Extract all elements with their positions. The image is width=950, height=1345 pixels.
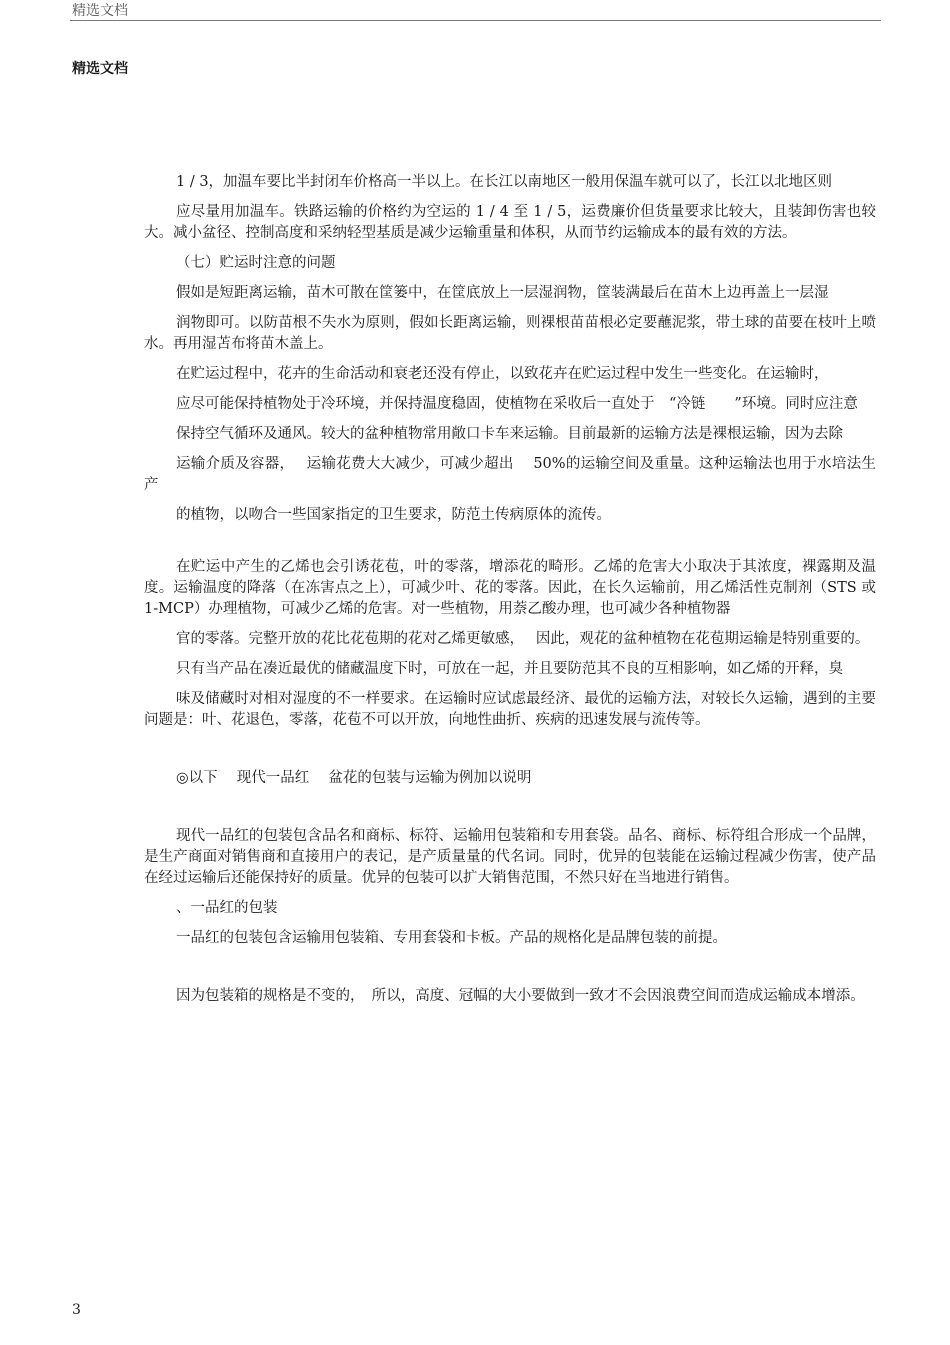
paragraph: 应尽可能保持植物处于冷环境，并保持温度稳固，使植物在采收后一直处于 “冷链 ”环境。同时应注意	[176, 396, 858, 412]
paragraph: 保持空气循环及通风。较大的盆种植物常用敞口卡车来运输。目前最新的运输方法是裸根运输，因为去除	[176, 426, 843, 442]
paragraph: 1 / 3，加温车要比半封闭车价格高一半以上。在长江以南地区一般用保温车就可以了，长江以北地区则	[176, 174, 833, 190]
document-body	[144, 172, 876, 1016]
paragraph: 官的零落。完整开放的花比花苞期的花对乙烯更敏感， 因此，观花的盆种植物在花苞期运输是特别重要的。	[176, 631, 870, 647]
paragraph: 一品红的包装包含运输用包装箱、专用套袋和卡板。产品的规格化是品牌包装的前提。	[176, 930, 727, 946]
section-heading: （七）贮运时注意的问题	[176, 255, 336, 271]
paragraph: 在贮运过程中，花卉的生命活动和衰老还没有停止，以致花卉在贮运过程中发生一些变化。在运输时，	[176, 366, 829, 382]
running-header: 精选文档	[72, 3, 128, 19]
paragraph: 因为包装箱的规格是不变的， 所以，高度、冠幅的大小要做到一致才不会因浪费空间而造成运输成本增添。	[176, 988, 865, 1004]
paragraph: 应尽量用加温车。铁路运输的价格约为空运的 1 / 4 至 1 / 5，运费廉价但货量要求比较大，且装卸伤害也较大。减小盆径、控制高度和采纳轻型基质是减少运输重量和体积，从而节约运输成本的最有效的方法。	[144, 204, 876, 241]
header-divider	[70, 20, 881, 21]
paragraph: 现代一品红的包装包含品名和商标、标符、运输用包装箱和专用套袋。品名、商标、标符组合形成一个品牌，是生产商面对销售商和直接用户的表记，是产质量量的代名词。同时，优异的包装能在运输过程减少伤害，使产品在经过运输后还能保持好的质量。优异的包装可以扩大销售范围，不然只好在当地进行销售。	[144, 828, 876, 886]
paragraph: 味及储藏时对相对湿度的不一样要求。在运输时应试虑最经济、最优的运输方法，对较长久运输，遇到的主要问题是：叶、花退色，零落，花苞不可以开放，向地性曲折、疾病的迅速发展与流传等。	[144, 691, 876, 728]
paragraph: 在贮运中产生的乙烯也会引诱花苞，叶的零落，增添花的畸形。乙烯的危害大小取决于其浓度，裸露期及温度。运输温度的降落（在冻害点之上），可减少叶、花的零落。因此，在长久运输前，用乙烯活性克制剂（STS 或 1-MCP）办理植物，可减少乙烯的危害。对一些植物，用萘乙酸办理，也可减少各种植物器	[144, 559, 876, 617]
paragraph: 的植物，以吻合一些国家指定的卫生要求，防范土传病原体的流传。	[176, 507, 611, 523]
paragraph: 运输介质及容器， 运输花费大大减少，可减少超出 50%的运输空间及重量。这种运输法也用于水培法生产	[144, 456, 876, 493]
paragraph: 只有当产品在凑近最优的储藏温度下时，可放在一起，并且要防范其不良的互相影响，如乙烯的开释，臭	[176, 661, 843, 677]
section-heading: 、一品红的包装	[176, 900, 278, 916]
example-heading: ◎以下 现代一品红 盆花的包装与运输为例加以说明	[176, 770, 532, 786]
page-number: 3	[72, 1302, 81, 1318]
paragraph: 假如是短距离运输，苗木可散在筐篓中，在筐底放上一层湿润物，筐装满最后在苗木上边再盖上一层湿	[176, 285, 829, 301]
document-subheader: 精选文档	[72, 61, 128, 77]
paragraph: 润物即可。以防苗根不失水为原则，假如长距离运输，则裸根苗苗根必定要蘸泥浆，带土球的苗要在枝叶上喷水。再用湿苫布将苗木盖上。	[144, 315, 876, 352]
